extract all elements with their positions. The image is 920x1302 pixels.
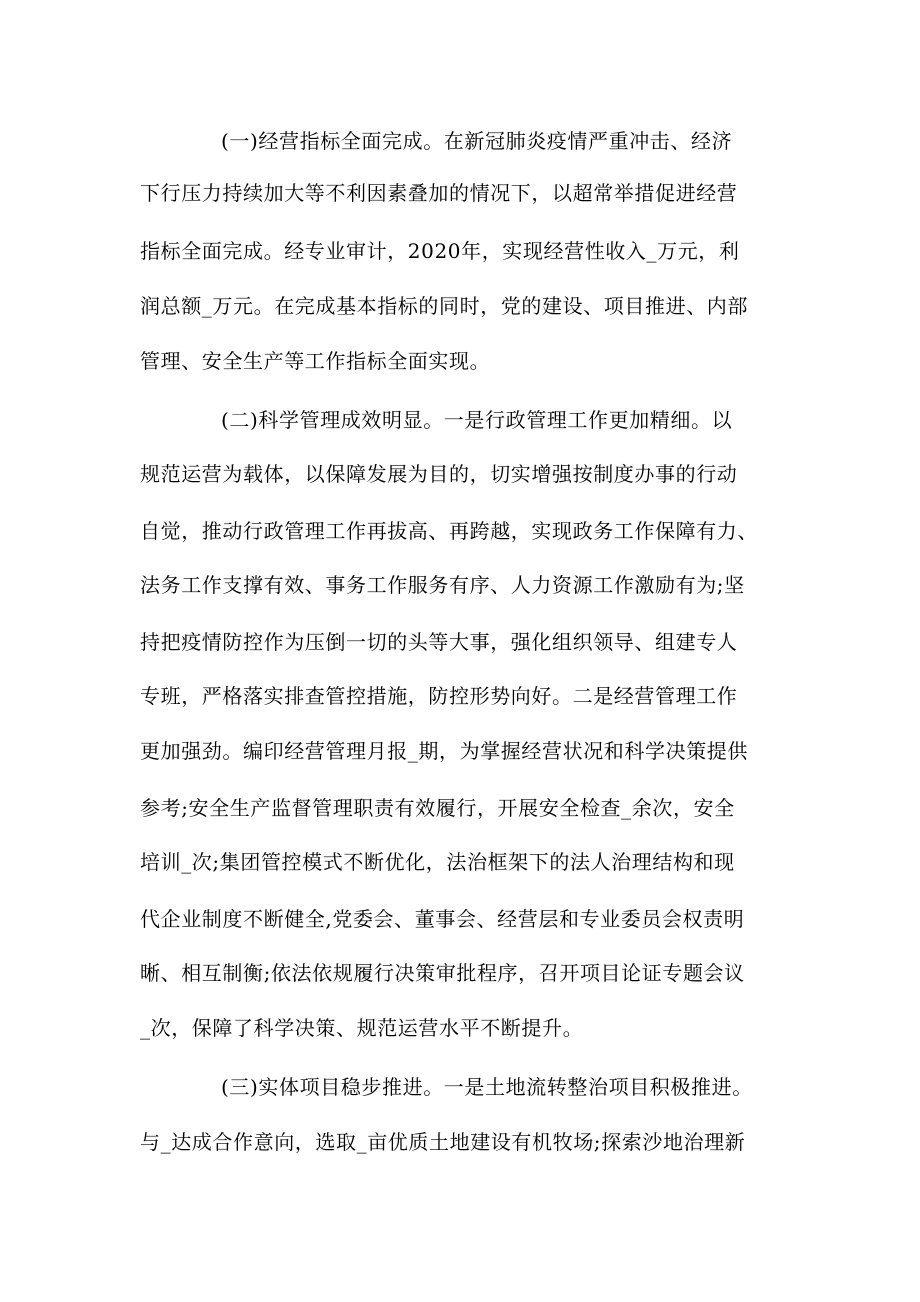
paragraph-2-line-2: 规范运营为载体，以保障发展为目的，切实增强按制度办事的行动: [140, 462, 738, 486]
paragraph-2-line-8: 参考;安全生产监督管理职责有效履行，开展安全检查_余次，安全: [140, 796, 735, 820]
paragraph-1-line-2: 下行压力持续加大等不利因素叠加的情况下，以超常举措促进经营: [140, 181, 738, 205]
paragraph-1-line-1: (一)经营指标全面完成。在新冠肺炎疫情严重冲击、经济: [221, 129, 733, 153]
paragraph-2-line-10: 代企业制度不断健全,党委会、董事会、经营层和专业委员会权责明: [140, 907, 745, 931]
paragraph-3-line-2: 与_达成合作意向，选取_亩优质土地建设有机牧场;探索沙地治理新: [140, 1130, 746, 1154]
paragraph-2-line-6: 专班，严格落实排查管控措施，防控形势向好。二是经营管理工作: [140, 684, 738, 708]
paragraph-2-line-7: 更加强劲。编印经营管理月报_期，为掌握经营状况和科学决策提供: [140, 739, 748, 763]
paragraph-2-line-3: 自觉，推动行政管理工作再拔高、再跨越，实现政务工作保障有力、: [140, 519, 758, 543]
paragraph-2-line-1: (二)科学管理成效明显。一是行政管理工作更加精细。以: [221, 408, 733, 432]
paragraph-2-line-5: 持把疫情防控作为压倒一切的头等大事，强化组织领导、组建专人: [140, 630, 738, 654]
paragraph-1-line-5: 管理、安全生产等工作指标全面实现。: [140, 349, 491, 373]
paragraph-2-line-12: _次，保障了科学决策、规范运营水平不断提升。: [140, 1016, 584, 1040]
paragraph-3-line-1: (三)实体项目稳步推进。一是土地流转整治项目积极推进。: [221, 1075, 753, 1099]
paragraph-2-line-9: 培训_次;集团管控模式不断优化，法治框架下的法人治理结构和现: [140, 850, 735, 874]
paragraph-2-line-11: 晰、相互制衡;依法依规履行决策审批程序，召开项目论证专题会议: [140, 961, 745, 985]
paragraph-2-line-4: 法务工作支撑有效、事务工作服务有序、人力资源工作激励有为;坚: [140, 573, 745, 597]
paragraph-1-line-4: 润总额_万元。在完成基本指标的同时，党的建设、项目推进、内部: [140, 294, 748, 318]
paragraph-1-line-3: 指标全面完成。经专业审计，2020年，实现经营性收入_万元，利: [140, 239, 740, 263]
